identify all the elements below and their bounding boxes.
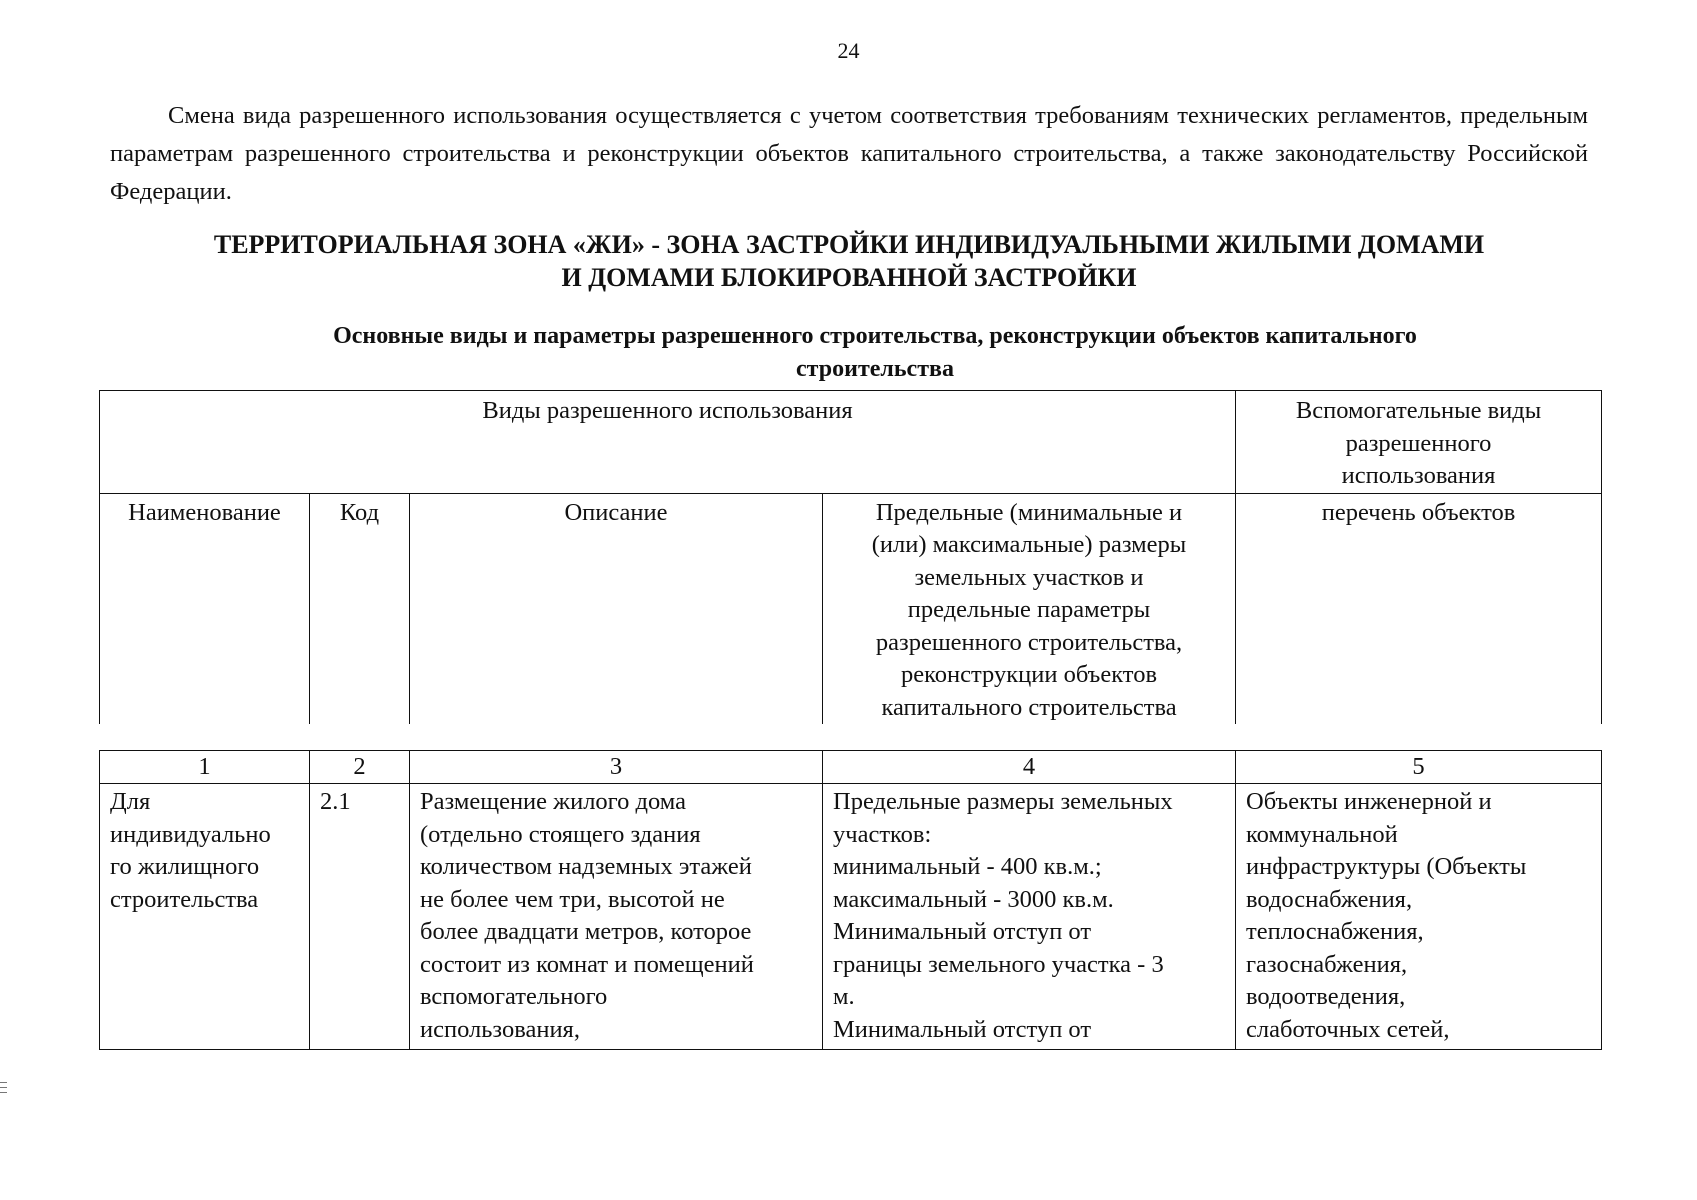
header-aux-group: Вспомогательные виды разрешенного использования (1236, 391, 1602, 494)
page-number: 24 (837, 38, 860, 63)
column-number: 1 (100, 751, 310, 784)
zone-title (110, 228, 1588, 294)
zone-title-line-2: И ДОМАМИ БЛОКИРОВАННОЙ ЗАСТРОЙКИ (561, 263, 1137, 292)
table-row (100, 784, 1602, 1050)
data-table (99, 750, 1602, 1050)
table-header (99, 390, 1602, 724)
cell-description: Размещение жилого дома (отдельно стоящего здания количеством надземных этажей не более чем три, высотой не более двадцати метров, которое состоит из комнат и помещений вспомогательного использования, (410, 784, 823, 1050)
section-title (210, 320, 1540, 386)
header-col-code: Код (310, 493, 410, 724)
cell-aux: Объекты инженерной и коммунальной инфраструктуры (Объекты водоснабжения, теплоснабжения, газоснабжения, водоотведения, слаботочных сетей, (1236, 784, 1602, 1050)
column-number: 5 (1236, 751, 1602, 784)
column-number: 4 (823, 751, 1236, 784)
header-col-limits: Предельные (минимальные и (или) максимальные) размеры земельных участков и предельные параметры разрешенного строительства, реконструкции объектов капитального строительства (823, 493, 1236, 724)
scan-margin-mark (0, 1082, 8, 1097)
zone-title-line-1: ТЕРРИТОРИАЛЬНАЯ ЗОНА «ЖИ» - ЗОНА ЗАСТРОЙКИ ИНДИВИДУАЛЬНЫМИ ЖИЛЫМИ ДОМАМИ (213, 230, 1485, 259)
column-number: 2 (310, 751, 410, 784)
section-title-line-2: строительства (796, 356, 954, 382)
cell-code: 2.1 (310, 784, 410, 1050)
header-main-group: Виды разрешенного использования (100, 391, 1236, 494)
header-col-aux-list: перечень объектов (1236, 493, 1602, 724)
column-number-row (100, 751, 1602, 784)
column-number: 3 (410, 751, 823, 784)
intro-paragraph: Смена вида разрешенного использования осуществляется с учетом соответствия требованиям технических регламентов, предельным параметрам разрешенного строительства и реконструкции объектов капитального строительства, а также законодательству Российской Федерации. (110, 102, 1588, 205)
section-title-line-1: Основные виды и параметры разрешенного строительства, реконструкции объектов капитального (333, 323, 1417, 349)
cell-limits: Предельные размеры земельных участков: минимальный - 400 кв.м.; максимальный - 3000 кв.м. Минимальный отступ от границы земельного участка - 3 м. Минимальный отступ от (823, 784, 1236, 1050)
header-col-desc: Описание (410, 493, 823, 724)
cell-name: Для индивидуально го жилищного строительства (100, 784, 310, 1050)
header-col-name: Наименование (100, 493, 310, 724)
